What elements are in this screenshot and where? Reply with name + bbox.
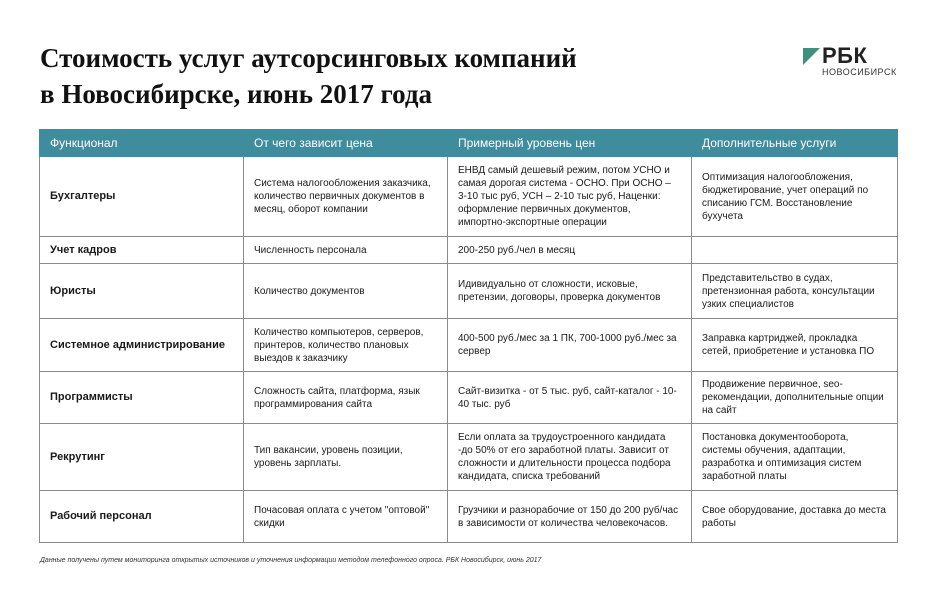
table-header-row xyxy=(40,130,898,157)
cell-price-factors: Количество документов xyxy=(244,264,448,319)
source-footnote: Данные получены путем мониторинга открытых источников и уточнения информации методом телефонного опроса. РБК Новосибирск, июнь 2017 xyxy=(40,557,542,564)
column-header-price-level: Примерный уровень цен xyxy=(448,130,692,157)
logo-brand: РБК xyxy=(822,43,868,68)
cell-extra-services: Продвижение первичное, seo-рекомендации, дополнительные опции на сайт xyxy=(692,372,898,424)
column-header-extra-services: Дополнительные услуги xyxy=(692,130,898,157)
cell-price-factors: Численность персонала xyxy=(244,237,448,264)
cell-price-level: Идивидуально от сложности, исковые, претензии, договоры, проверка документов xyxy=(448,264,692,319)
table-row xyxy=(40,264,898,319)
cell-extra-services: Постановка документооборота, системы обучения, адаптации, разработка и оптимизация систем заработной платы xyxy=(692,424,898,491)
cell-function: Бухгалтеры xyxy=(40,157,244,237)
title-line-1: Стоимость услуг аутсорсинговых компаний xyxy=(40,43,577,73)
logo-triangle-icon xyxy=(803,48,820,65)
cell-function: Рекрутинг xyxy=(40,424,244,491)
pricing-table xyxy=(39,129,898,543)
logo-mark xyxy=(803,43,913,68)
table-row xyxy=(40,491,898,543)
cell-price-factors: Количество компьютеров, серверов, принтеров, количество плановых выездов к заказчику xyxy=(244,319,448,372)
column-header-price-factors: От чего зависит цена xyxy=(244,130,448,157)
logo-city: НОВОСИБИРСК xyxy=(822,67,897,77)
cell-price-factors: Почасовая оплата с учетом "оптовой" скидки xyxy=(244,491,448,543)
cell-price-factors: Сложность сайта, платформа, язык программирования сайта xyxy=(244,372,448,424)
cell-extra-services: Представительство в судах, претензионная работа, консультации узких специалистов xyxy=(692,264,898,319)
cell-function: Программисты xyxy=(40,372,244,424)
column-header-function: Функционал xyxy=(40,130,244,157)
cell-extra-services: Заправка картриджей, прокладка сетей, приобретение и установка ПО xyxy=(692,319,898,372)
table-row xyxy=(40,157,898,237)
table-row xyxy=(40,424,898,491)
cell-price-level: 200-250 руб./чел в месяц xyxy=(448,237,692,264)
table-row xyxy=(40,372,898,424)
cell-function: Юристы xyxy=(40,264,244,319)
rbc-logo xyxy=(803,43,913,77)
cell-function: Учет кадров xyxy=(40,237,244,264)
cell-extra-services: Оптимизация налогообложения, бюджетирование, учет операций по списанию ГСМ. Восстановление бухучета xyxy=(692,157,898,237)
page-title xyxy=(40,40,577,112)
cell-extra-services xyxy=(692,237,898,264)
cell-price-level: ЕНВД самый дешевый режим, потом УСНО и самая дорогая система - ОСНО. При ОСНО – 3-10 тыс руб, УСН – 2-10 тыс руб, Наценки: оформление первичных документов, импортно-экспортные операции xyxy=(448,157,692,237)
cell-price-level: Сайт-визитка - от 5 тыс. руб, сайт-каталог - 10-40 тыс. руб xyxy=(448,372,692,424)
cell-function: Рабочий персонал xyxy=(40,491,244,543)
cell-price-factors: Тип вакансии, уровень позиции, уровень зарплаты. xyxy=(244,424,448,491)
cell-price-level: Если оплата за трудоустроенного кандидата -до 50% от его заработной платы. Зависит от сложности и длительности процесса подбора кандидата, списка требований xyxy=(448,424,692,491)
cell-price-level: Грузчики и разнорабочие от 150 до 200 руб/час в зависимости от количества человекочасов. xyxy=(448,491,692,543)
cell-function: Системное администрирование xyxy=(40,319,244,372)
cell-price-factors: Система налогообложения заказчика, количество первичных документов в месяц, оборот компании xyxy=(244,157,448,237)
title-line-2: в Новосибирске, июнь 2017 года xyxy=(40,79,433,109)
cell-price-level: 400-500 руб./мес за 1 ПК, 700-1000 руб./мес за сервер xyxy=(448,319,692,372)
table-row xyxy=(40,237,898,264)
table-row xyxy=(40,319,898,372)
cell-extra-services: Свое оборудование, доставка до места работы xyxy=(692,491,898,543)
